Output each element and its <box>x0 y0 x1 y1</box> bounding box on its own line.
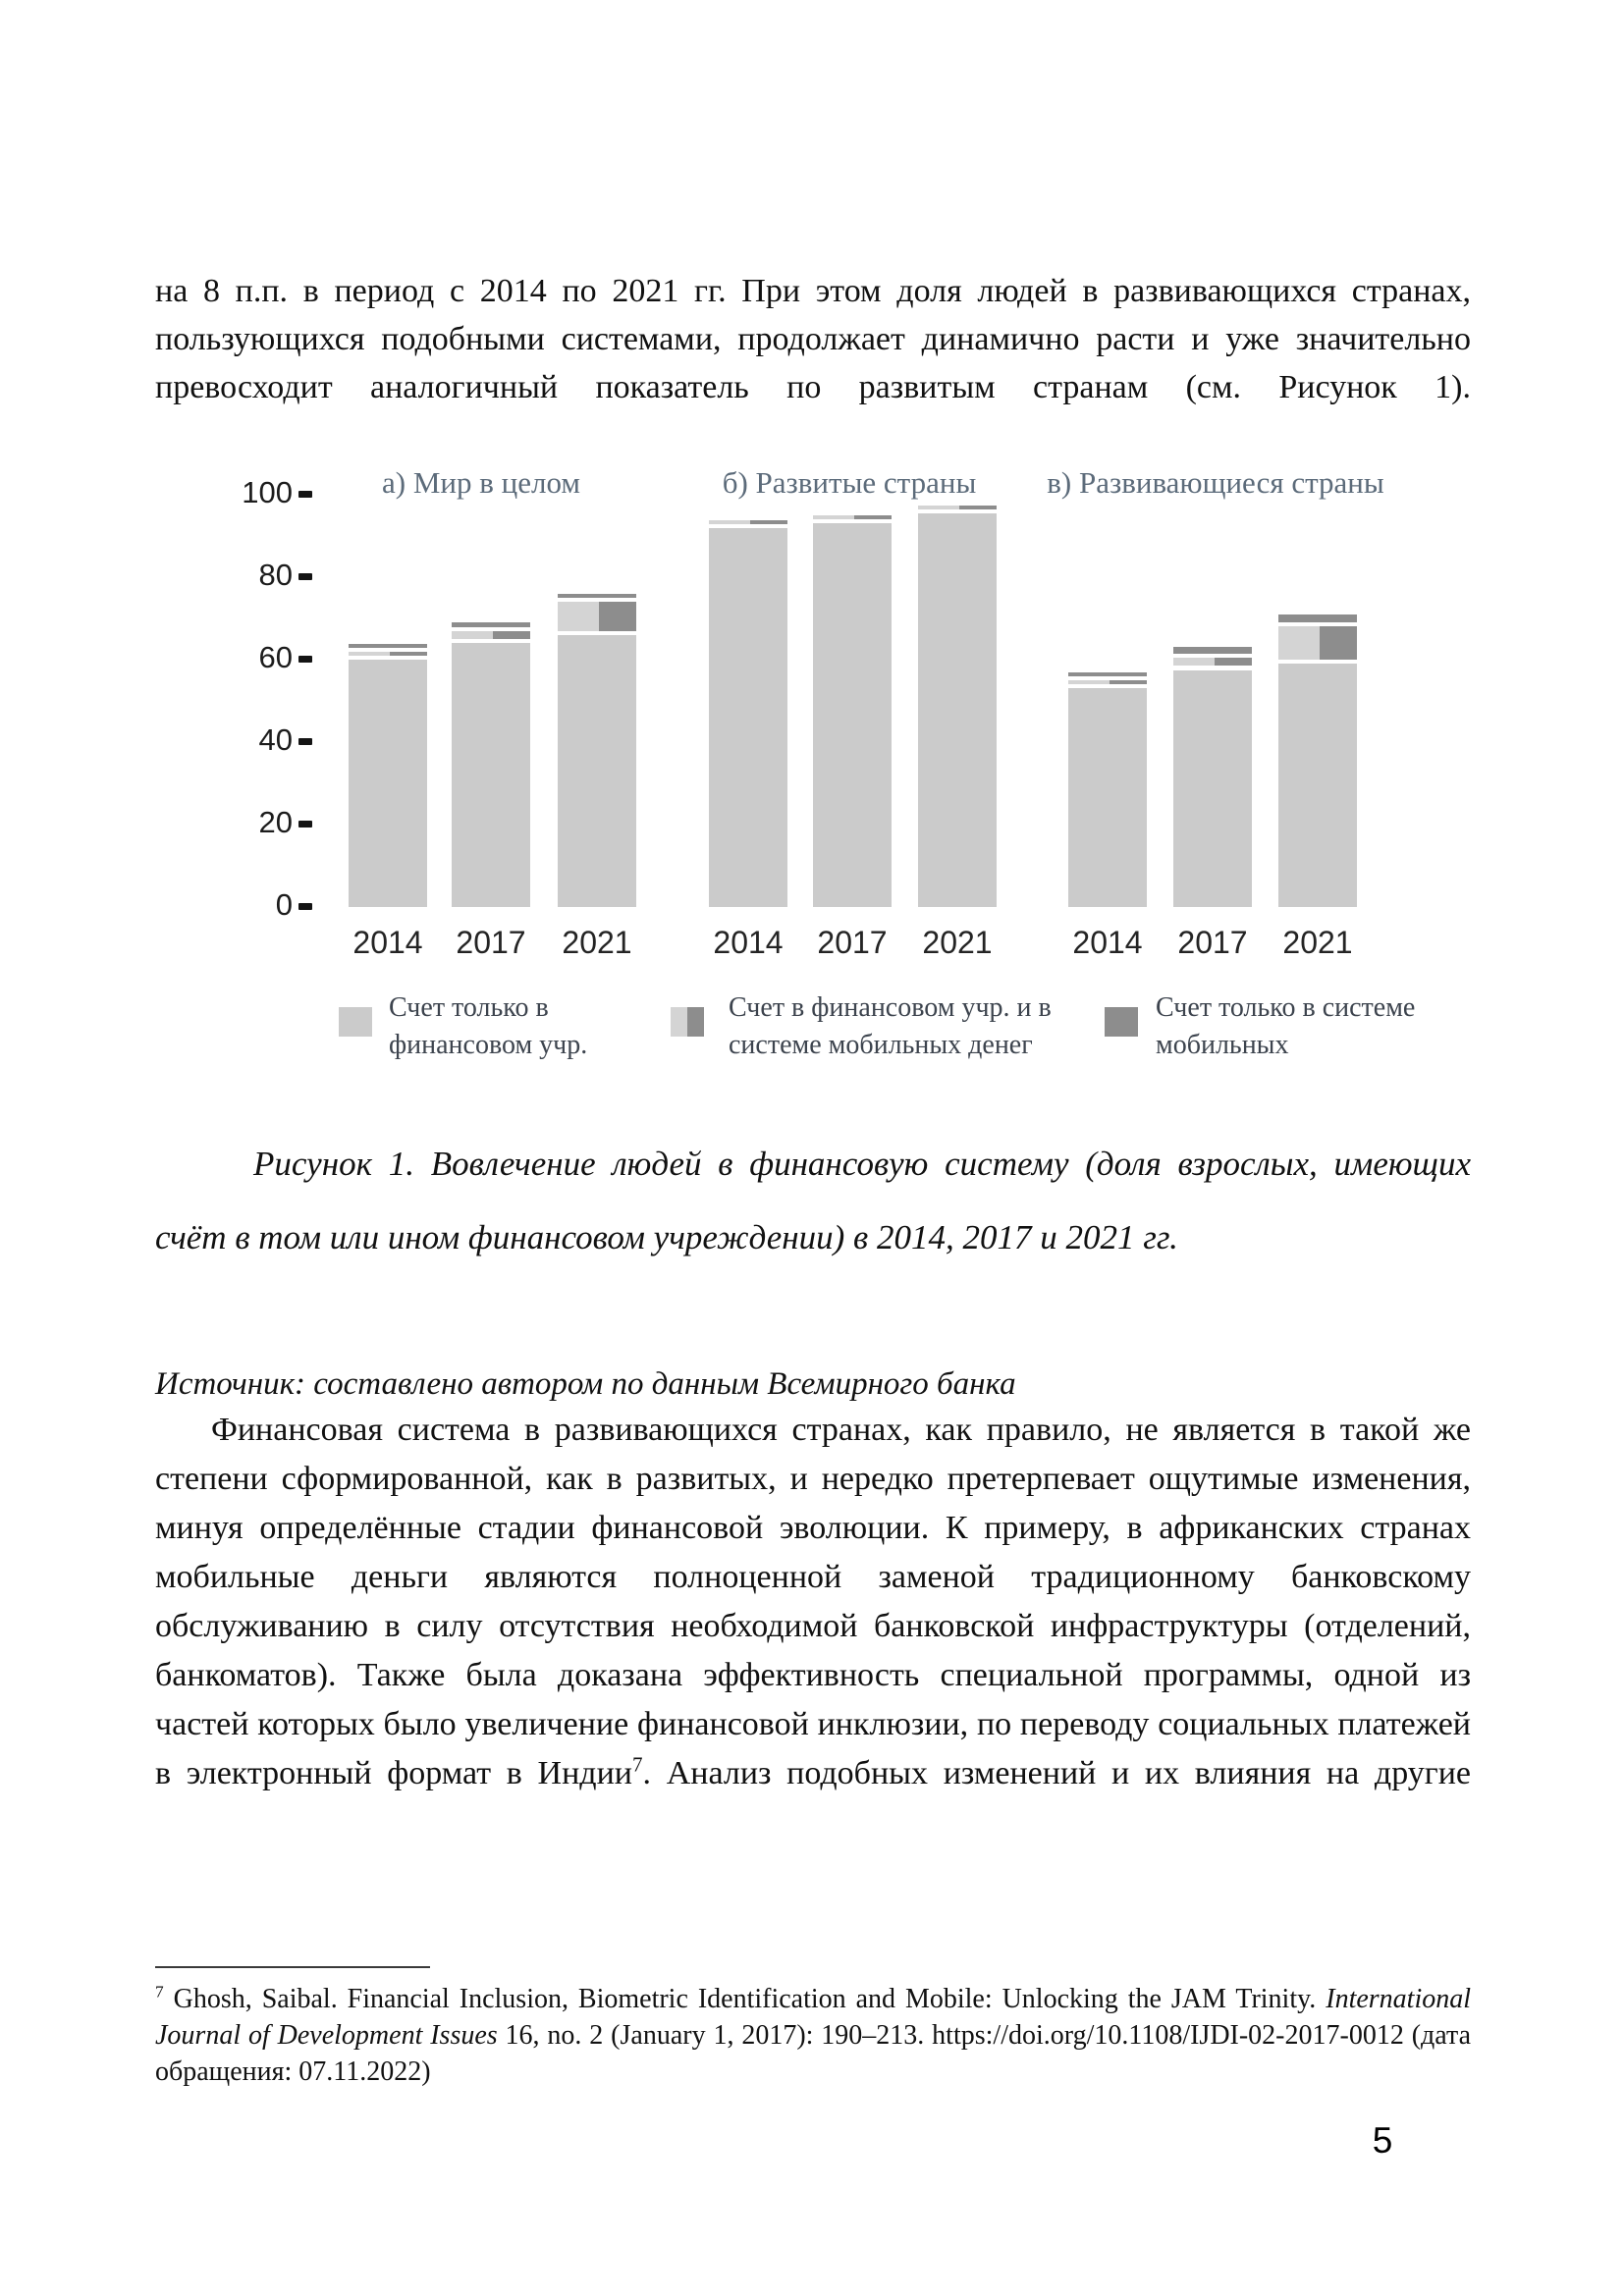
bar-segment-mobile-only <box>1068 672 1147 680</box>
y-axis-tick <box>298 821 312 828</box>
footnote-reference: 7 <box>632 1752 643 1777</box>
bar-segment-fin-only <box>349 660 427 907</box>
legend-label: Счет в финансовом учр. и в <box>729 992 1052 1023</box>
y-axis-label: 40 <box>258 722 293 757</box>
y-axis-label: 60 <box>258 640 293 674</box>
page-number: 5 <box>1372 2120 1393 2161</box>
bar-segment-both <box>1068 680 1147 688</box>
legend-swatch-mobile-only-icon <box>1105 1007 1138 1037</box>
body-text: Финансовая система в развивающихся странах, как правило, не является в такой же степени сформированной, как в развитых, и нередко претерпевает ощутимые изменения, минуя определённые стадии финансовой эволюции. К примеру, в африканских странах мобильные деньги являются полноценной заменой традиционному банковскому обслуживанию в силу отсутствия необходимой банковской инфраструктуры (отделений, банкоматов). Также была доказана эффективность специальной программы, одной из частей которых было увеличение финансовой инклюзии, по переводу социальных платежей в электронный формат в Индии <box>155 1412 1471 1791</box>
source-note: Источник: составлено автором по данным Всемирного банка <box>155 1366 1016 1402</box>
y-axis-label: 20 <box>258 805 293 839</box>
bar-segment-both-right <box>599 602 636 631</box>
x-axis-label: 2021 <box>922 925 993 960</box>
figure-caption: Рисунок 1. Вовлечение людей в финансовую систему (доля взрослых, имеющих счёт в том или ином финансовом учреждении) в 2014, 2017 и 2021 гг. <box>155 1145 1471 1256</box>
footnote <box>155 1981 1471 2090</box>
bar-segment-both-left <box>813 515 854 519</box>
legend-label: Счет только в <box>389 992 549 1023</box>
legend-label: мобильных <box>1156 1030 1289 1060</box>
body-paragraph <box>155 1406 1471 1798</box>
bar-segment-fin-only <box>1068 688 1147 907</box>
bar-segment-fin-only <box>813 523 892 907</box>
footnote-marker: 7 <box>155 1982 164 2002</box>
bar-segment-mobile-only <box>1173 647 1252 658</box>
y-axis-label: 100 <box>242 475 293 509</box>
bar-segment-mobile-only <box>1278 614 1357 627</box>
legend-item-fin-only <box>339 989 587 1064</box>
chart-panel-title: а) Мир в целом <box>382 465 580 500</box>
legend-label: системе мобильных денег <box>729 1030 1033 1060</box>
x-axis-label: 2014 <box>352 925 423 960</box>
chart-panel-title: б) Развитые страны <box>722 465 977 500</box>
bar-segment-both-right <box>750 520 787 524</box>
bar-segment-both-right <box>1215 658 1252 667</box>
footnote-rule <box>155 1966 430 1968</box>
bar-segment-both-left <box>1173 658 1215 667</box>
bar-segment-fin-only <box>1278 664 1357 907</box>
bar-segment-fin-only <box>918 513 997 907</box>
bar-segment-both <box>918 506 997 513</box>
legend-swatch-fin-only-icon <box>339 1007 372 1037</box>
y-axis-tick <box>298 491 312 498</box>
y-axis-tick <box>298 573 312 580</box>
x-axis-label: 2021 <box>1282 925 1353 960</box>
legend-item-both <box>671 989 1052 1064</box>
x-axis-label: 2017 <box>456 925 526 960</box>
bar-segment-mobile-only <box>558 594 636 602</box>
x-axis-label: 2014 <box>713 925 784 960</box>
footnote-text: Ghosh, Saibal. Financial Inclusion, Biometric Identification and Mobile: Unlocking the JAM Trinity. <box>173 1984 1326 2014</box>
bar-segment-both <box>709 520 787 528</box>
bar-segment-both <box>813 515 892 523</box>
x-axis-label: 2017 <box>1177 925 1248 960</box>
bar-segment-both-left <box>918 506 959 509</box>
legend-item-mobile-only <box>1105 989 1415 1064</box>
x-axis-label: 2017 <box>817 925 888 960</box>
x-axis-label: 2014 <box>1072 925 1143 960</box>
bar-segment-both-left <box>349 652 390 656</box>
bar-segment-both-left <box>452 631 493 640</box>
legend-label: Счет только в системе <box>1156 992 1416 1023</box>
y-axis-tick <box>298 903 312 910</box>
bar-segment-both-left <box>1278 626 1320 660</box>
bar-segment-both-right <box>1320 626 1357 660</box>
bar-segment-both-right <box>854 515 892 519</box>
bar-segment-both <box>558 602 636 635</box>
bar-segment-fin-only <box>709 528 787 907</box>
bar-segment-both-right <box>390 652 427 656</box>
bar-segment-both <box>349 652 427 660</box>
bar-segment-mobile-only <box>452 622 530 630</box>
bar-segment-both <box>1173 658 1252 670</box>
bar-segment-fin-only <box>452 643 530 907</box>
bar-segment-both-right <box>493 631 530 640</box>
bar-segment-fin-only <box>558 635 636 907</box>
body-text: . Анализ подобных изменений и их влияния на другие <box>642 1755 1471 1791</box>
y-axis-label: 0 <box>275 887 293 922</box>
bar-segment-both-right <box>959 506 997 509</box>
y-axis-label: 80 <box>258 558 293 592</box>
y-axis-tick <box>298 656 312 663</box>
bar-segment-both <box>1278 626 1357 664</box>
bar-segment-both-left <box>1068 680 1110 684</box>
x-axis-label: 2021 <box>562 925 632 960</box>
footnote-text: 16, no. 2 (January 1, 2017): 190–213. https://doi.org/10.1108/IJDI-02-2017-0012 (дата обращения: 07.11.2022) <box>155 2020 1471 2087</box>
legend-swatch-both-icon <box>671 1007 704 1037</box>
bar-segment-both-left <box>558 602 599 631</box>
bar-segment-both <box>452 631 530 644</box>
intro-paragraph: на 8 п.п. в период с 2014 по 2021 гг. При этом доля людей в развивающихся странах, пользующихся подобными системами, продолжает динамично расти и уже значительно превосходит аналогичный показатель по развитым странам (см. Рисунок 1). <box>155 273 1471 405</box>
y-axis-tick <box>298 738 312 745</box>
footnote-journal: International Journal of Development Issues <box>155 1984 1472 2051</box>
bar-segment-both-left <box>709 520 750 524</box>
bar-segment-both-right <box>1110 680 1147 684</box>
chart-panel-title: в) Развивающиеся страны <box>1047 465 1384 500</box>
bar-segment-mobile-only <box>349 644 427 652</box>
bar-segment-fin-only <box>1173 670 1252 908</box>
legend-label: финансовом учр. <box>389 1030 588 1060</box>
